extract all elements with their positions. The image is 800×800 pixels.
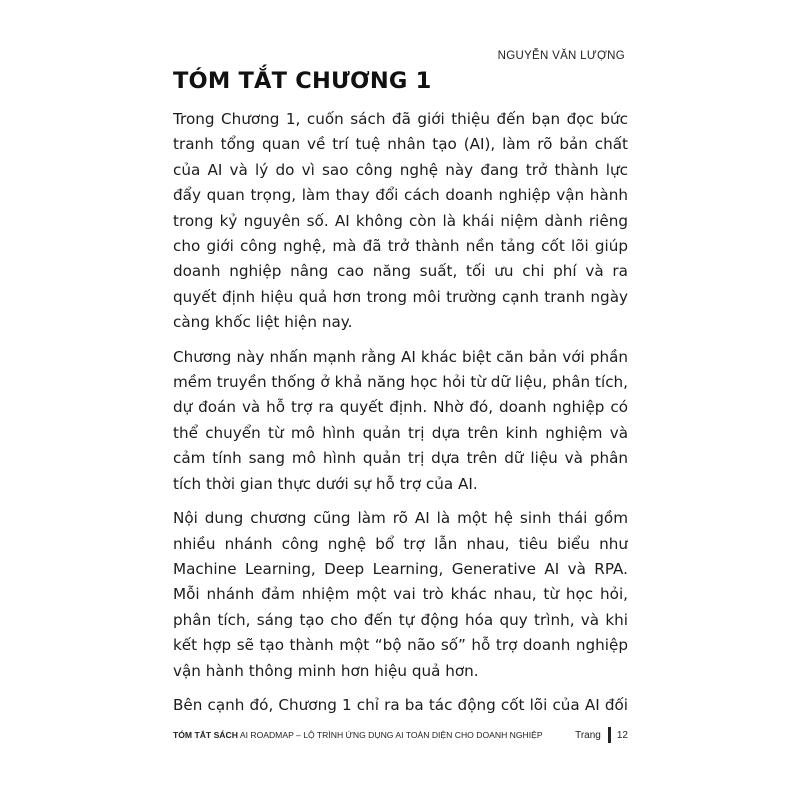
page-number: 12 xyxy=(616,729,628,741)
footer-book-title-rest: AI ROADMAP – LỘ TRÌNH ỨNG DỤNG AI TOÀN DIỆN CHO DOANH NGHIỆP xyxy=(237,730,543,740)
chapter-title: TÓM TẮT CHƯƠNG 1 xyxy=(173,68,432,94)
body-text xyxy=(173,107,628,719)
page-label: Trang xyxy=(575,729,601,741)
paragraph-2: Chương này nhấn mạnh rằng AI khác biệt căn bản với phần mềm truyền thống ở khả năng học hỏi từ dữ liệu, phân tích, dự đoán và hỗ trợ ra quyết định. Nhờ đó, doanh nghiệp có thể chuyển từ mô hình quản trị dựa trên kinh nghiệm và cảm tính sang mô hình quản trị dựa trên dữ liệu và phân tích thời gian thực dưới sự hỗ trợ của AI. xyxy=(173,347,628,493)
running-header-author: NGUYỄN VĂN LƯỢNG xyxy=(497,50,625,62)
paragraph-3: Nội dung chương cũng làm rõ AI là một hệ sinh thái gồm nhiều nhánh công nghệ bổ trợ lẫn nhau, tiêu biểu như Machine Learning, Deep Learning, Generative AI và RPA. Mỗi nhánh đảm nhiệm một vai trò khác nhau, từ học hỏi, phân tích, sáng tạo cho đến tự động hóa quy trình, và khi kết hợp sẽ tạo thành một “bộ não số” hỗ trợ doanh nghiệp vận hành thông minh hơn hiệu quả hơn. xyxy=(173,509,628,680)
page-footer xyxy=(173,727,628,743)
footer-book-title-bold: TÓM TẮT SÁCH xyxy=(173,730,238,740)
page-number-block xyxy=(575,727,628,743)
page-divider-bar xyxy=(608,727,611,743)
paragraph-1: Trong Chương 1, cuốn sách đã giới thiệu đến bạn đọc bức tranh tổng quan về trí tuệ nhân tạo (AI), làm rõ bản chất của AI và lý do vì sao công nghệ này đang trở thành lực đẩy quan trọng, làm thay đổi cách doanh nghiệp vận hành trong kỷ nguyên số. AI không còn là khái niệm dành riêng cho giới công nghệ, mà đã trở thành nền tảng cốt lõi giúp doanh nghiệp nâng cao năng suất, tối ưu chi phí và ra quyết định hiệu quả hơn trong môi trường cạnh tranh ngày càng khốc liệt hiện nay. xyxy=(173,110,628,332)
paragraph-4: Bên cạnh đó, Chương 1 chỉ ra ba tác động cốt lõi của AI đối xyxy=(173,695,628,714)
footer-book-title xyxy=(173,730,543,740)
